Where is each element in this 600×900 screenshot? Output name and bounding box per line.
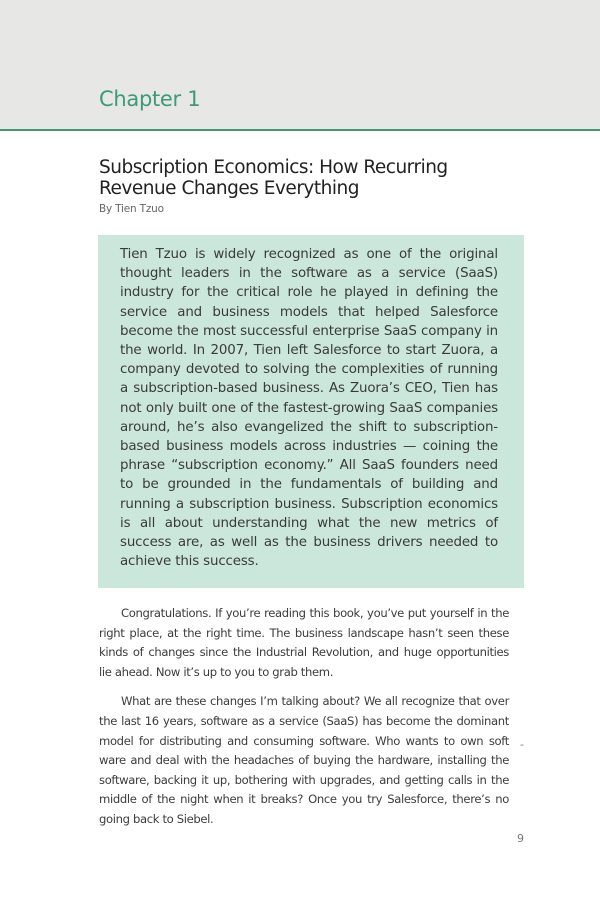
body-paragraph: What are these changes I’m talking about? We all recognize that over the last 16 years, software as a service (SaaS) has become the dominant model for distributing and consuming software. Who wants to own soft ware and deal with the headaches of buying the hardware, installing the software, backing it up, bothering with upgrades, and getting calls in the middle of the night when it breaks? Once you try Salesforce, there’s no going back to Siebel. <box>99 694 509 826</box>
chapter-label: Chapter 1 <box>99 87 201 111</box>
author-bio-text: Tien Tzuo is widely recognized as one of the original thought leaders in the software as a service (SaaS) industry for the critical role he played in defining the service and business models that helped Salesforce become the most successful enterprise SaaS company in the world. In 2007, Tien left Salesforce to start Zuora, a company devoted to solving the complexities of running a subscription-based business. As Zuora’s CEO, Tien has not only built one of the fastest-growing SaaS companies around, he’s also evangelized the shift to subscription-based business models across industries — coining the phrase “subscription economy.” All SaaS founders need to be grounded in the fundamentals of building and running a subscription business. Subscription economics is all about understanding what the new metrics of success are, as well as the business drivers needed to achieve this success. <box>120 247 498 570</box>
article-title: Subscription Economics: How Recurring Revenue Changes Everything <box>99 157 448 199</box>
chapter-header-band <box>0 0 600 131</box>
author-bio-box <box>98 235 524 588</box>
body-text <box>99 604 509 840</box>
body-paragraph: Congratulations. If you’re reading this book, you’ve put yourself in the right place, at the right time. The business landscape hasn’t seen these kinds of changes since the Industrial Revolution, and huge opportunities lie ahead. Now it’s up to you to grab them. <box>99 606 509 679</box>
page-number: 9 <box>517 832 524 845</box>
margin-hyphen-mark: - <box>520 738 524 751</box>
author-byline: By Tien Tzuo <box>99 203 164 215</box>
